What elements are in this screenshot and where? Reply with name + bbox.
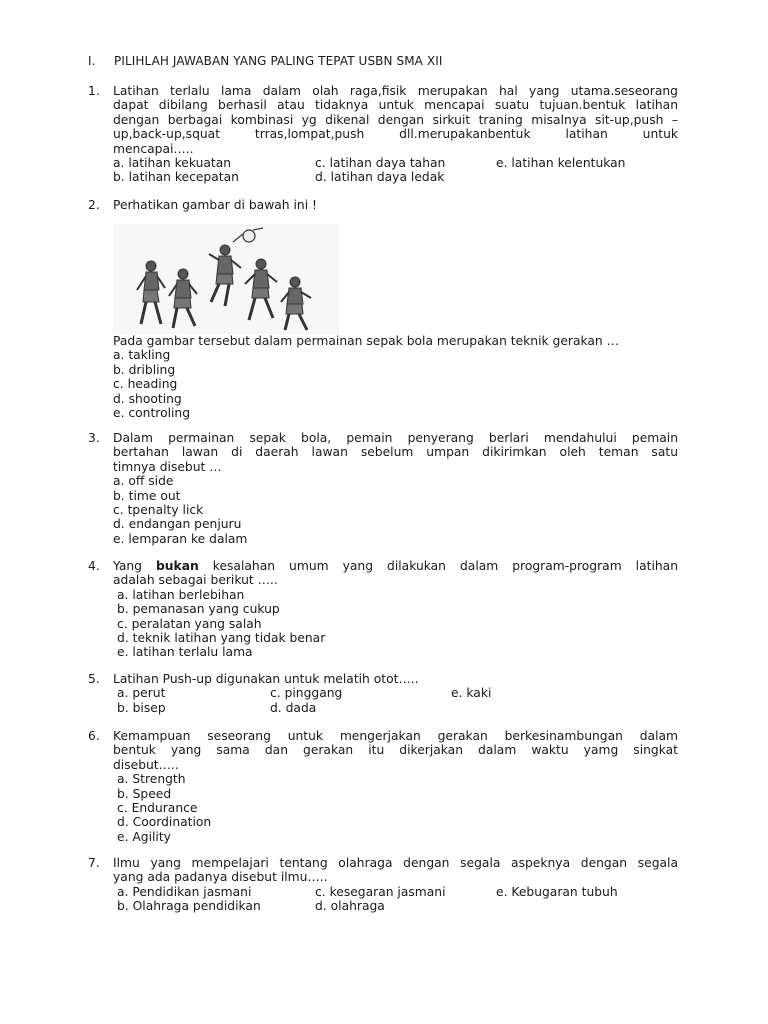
option-b[interactable]: b. Olahraga pendidikan: [117, 899, 261, 914]
option-e[interactable]: e. latihan terlalu lama: [117, 645, 253, 660]
option-b[interactable]: b. pemanasan yang cukup: [117, 602, 280, 617]
option-c[interactable]: c. tpenalty lick: [113, 503, 204, 518]
option-b[interactable]: b. Speed: [117, 786, 172, 801]
emphasis-word: bukan: [155, 559, 199, 573]
question-3: [88, 431, 678, 546]
option-d[interactable]: d. olahraga: [315, 899, 385, 914]
option-d[interactable]: d. teknik latihan yang tidak benar: [117, 631, 326, 646]
question-number: 7.: [88, 856, 100, 870]
players-figure: [113, 224, 339, 334]
option-a[interactable]: a. off side: [113, 474, 174, 489]
question-number: 1.: [88, 84, 100, 98]
option-d[interactable]: d. Coordination: [117, 815, 212, 830]
answer-options: [117, 686, 678, 715]
question-text: Kemampuan seseorang untuk mengerjakan gerakan berkesinambungan dalam bentuk yang sama dan gerakan itu dikerjakan dalam waktu yamg singkat disebut…..: [113, 729, 678, 772]
option-a[interactable]: a. latihan berlebihan: [117, 587, 245, 602]
option-c[interactable]: c. pinggang: [270, 686, 343, 701]
option-c[interactable]: c. peralatan yang salah: [117, 616, 262, 631]
question-4: [88, 559, 678, 660]
option-c[interactable]: c. latihan daya tahan: [315, 156, 446, 171]
question-text: Pada gambar tersebut dalam permainan sepak bola merupakan teknik gerakan …: [113, 334, 619, 348]
section-header: [88, 54, 442, 68]
answer-options: [113, 348, 678, 420]
option-e[interactable]: e. controling: [113, 406, 191, 421]
ball-icon: [243, 230, 255, 242]
option-c[interactable]: c. heading: [113, 377, 178, 392]
question-2-body: [88, 334, 678, 420]
question-7: [88, 856, 678, 914]
option-b[interactable]: b. latihan kecepatan: [113, 170, 239, 185]
option-d[interactable]: d. latihan daya ledak: [315, 170, 445, 185]
option-b[interactable]: b. dribling: [113, 362, 176, 377]
answer-options: [113, 156, 678, 185]
question-6: [88, 729, 678, 844]
question-5: [88, 672, 678, 715]
answer-options: [117, 885, 678, 914]
question-number: 4.: [88, 559, 100, 573]
option-a[interactable]: a. takling: [113, 348, 171, 363]
question-text: Yang bukan kesalahan umum yang dilakukan dalam program-program latihan adalah sebagai berikut …..: [113, 559, 678, 588]
option-c[interactable]: c. kesegaran jasmani: [315, 884, 446, 899]
option-a[interactable]: a. Strength: [117, 772, 186, 787]
answer-options: [113, 474, 678, 546]
section-number: I.: [88, 54, 96, 68]
question-1: [88, 84, 678, 185]
question-number: 6.: [88, 729, 100, 743]
option-d[interactable]: d. dada: [270, 700, 317, 715]
option-e[interactable]: e. Kebugaran tubuh: [496, 884, 618, 899]
question-number: 2.: [88, 198, 100, 212]
option-b[interactable]: b. bisep: [117, 700, 166, 715]
answer-options: [117, 588, 678, 660]
question-text: Dalam permainan sepak bola, pemain penyerang berlari mendahului pemain bertahan lawan di daerah lawan sebelum umpan dikirimkan oleh teman satu timnya disebut …: [113, 431, 678, 474]
option-c[interactable]: c. Endurance: [117, 801, 198, 816]
option-e[interactable]: e. lemparan ke dalam: [113, 531, 248, 546]
option-a[interactable]: a. latihan kekuatan: [113, 156, 232, 171]
option-a[interactable]: a. Pendidikan jasmani: [117, 884, 252, 899]
soccer-heading-illustration: [113, 224, 339, 334]
question-text: Latihan Push-up digunakan untuk melatih otot…..: [113, 672, 419, 686]
option-d[interactable]: d. shooting: [113, 391, 182, 406]
question-text: Latihan terlalu lama dalam olah raga,fisik merupakan hal yang utama.seseorang dapat dibilang berhasil atau tidaknya untuk mencapai suatu tujuan.bentuk latihan dengan berbagai kombinasi yg dikenal dengan sirkuit traning misalnya sit-up,push – up,back-up,squat trras,lompat,push dll.merupakanbentuk latihan untuk mencapai…..: [113, 84, 678, 156]
question-text: Ilmu yang mempelajari tentang olahraga dengan segala aspeknya dengan segala yang ada padanya disebut ilmu…..: [113, 856, 678, 885]
section-title: PILIHLAH JAWABAN YANG PALING TEPAT USBN SMA XII: [114, 54, 443, 68]
question-2: [88, 198, 678, 212]
option-e[interactable]: e. kaki: [451, 686, 492, 701]
question-number: 3.: [88, 431, 100, 445]
question-number: 5.: [88, 672, 100, 686]
question-intro: Perhatikan gambar di bawah ini !: [113, 198, 317, 212]
option-d[interactable]: d. endangan penjuru: [113, 517, 242, 532]
option-a[interactable]: a. perut: [117, 686, 166, 701]
option-e[interactable]: e. latihan kelentukan: [496, 156, 626, 171]
answer-options: [117, 772, 678, 844]
option-b[interactable]: b. time out: [113, 488, 181, 503]
option-e[interactable]: e. Agility: [117, 829, 171, 844]
